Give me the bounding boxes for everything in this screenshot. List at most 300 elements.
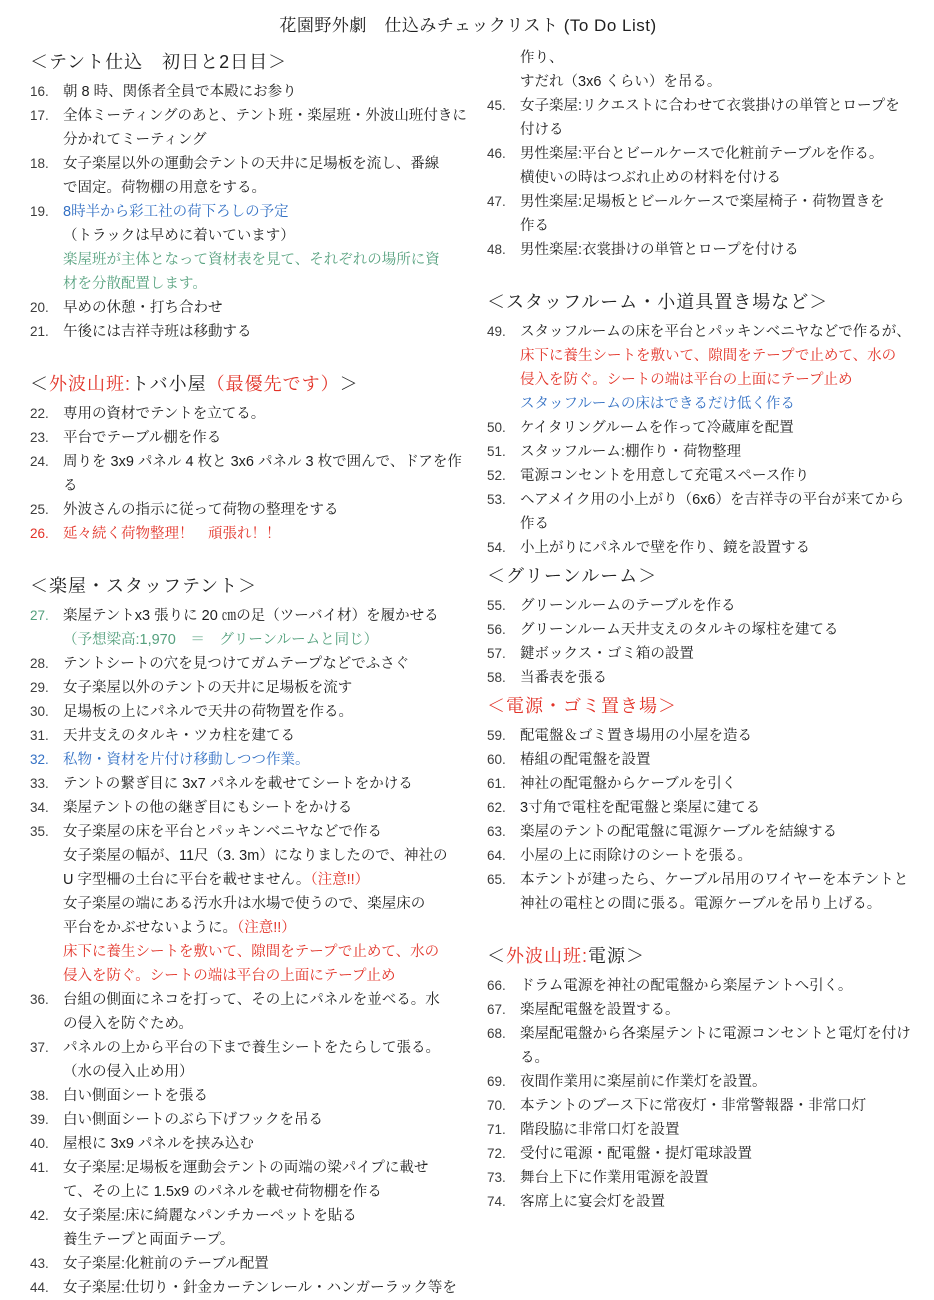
text-segment: 男性楽屋:平台とビールケースで化粧前テーブルを作る。 <box>520 146 884 162</box>
text-segment: 女子楽屋:リクエストに合わせて衣裳掛けの単管とロープを <box>520 98 900 114</box>
text-segment: 女子楽屋:足場板を運動会テントの両端の梁パイプに載せ <box>63 1160 429 1176</box>
item-number: 48. <box>487 242 506 257</box>
text-segment: （水の侵入止め用） <box>63 1064 194 1080</box>
item-text <box>63 498 467 522</box>
text-segment: 女子楽屋の端にある汚水升は水場で使うので、楽屋床の <box>63 896 426 912</box>
section-heading <box>30 371 467 397</box>
text-segment: 女子楽屋以外の運動会テントの天井に足場板を流し、番線 <box>63 156 440 172</box>
item-text-line <box>63 248 467 272</box>
item-text <box>63 748 467 772</box>
item-text-line <box>520 998 924 1022</box>
todo-item <box>30 426 467 450</box>
two-column-layout <box>30 46 926 1300</box>
item-text <box>520 748 924 772</box>
document-title: 花園野外劇 仕込みチェックリスト (To Do List) <box>279 16 657 35</box>
text-segment: 女子楽屋:仕切り・針金カーテンレール・ハンガーラック等を <box>63 1280 457 1296</box>
item-number: 69. <box>487 1074 506 1089</box>
text-segment: 小屋の上に雨除けのシートを張る。 <box>520 848 752 864</box>
item-number: 40. <box>30 1136 49 1151</box>
item-number: 71. <box>487 1122 506 1137</box>
section-heading <box>487 943 924 969</box>
todo-item <box>30 152 467 200</box>
item-text <box>520 1070 924 1094</box>
item-text-line <box>63 1060 467 1084</box>
item-text-line <box>520 214 924 238</box>
text-segment: 3寸角で電柱を配電盤と楽屋に建てる <box>520 800 761 816</box>
item-number: 43. <box>30 1256 49 1271</box>
todo-item <box>30 522 467 546</box>
text-segment: ＜電源・ゴミ置き場＞ <box>487 696 677 716</box>
text-segment: 作り、 <box>520 50 564 66</box>
text-segment: ＞ <box>339 374 359 394</box>
item-number: 66. <box>487 978 506 993</box>
item-number: 63. <box>487 824 506 839</box>
todo-item <box>487 974 924 998</box>
item-text-line <box>520 94 924 118</box>
item-text-line <box>63 1276 467 1300</box>
text-segment: 作る <box>520 218 549 234</box>
item-text-line <box>520 868 924 892</box>
todo-item <box>487 1118 924 1142</box>
item-number: 74. <box>487 1194 506 1209</box>
item-text-line <box>520 416 924 440</box>
item-text-line <box>520 142 924 166</box>
text-segment: 午後には吉祥寺班は移動する <box>63 324 252 340</box>
item-text-line <box>63 80 467 104</box>
item-number: 29. <box>30 680 49 695</box>
item-number: 38. <box>30 1088 49 1103</box>
item-text-line <box>63 152 467 176</box>
item-text <box>63 1204 467 1252</box>
item-text-line <box>63 676 467 700</box>
text-segment: 楽屋のテントの配電盤に電源ケーブルを結線する <box>520 824 837 840</box>
todo-item <box>487 796 924 820</box>
item-number: 64. <box>487 848 506 863</box>
item-text-line <box>63 1132 467 1156</box>
text-segment: 平台をかぶせないように。 <box>63 920 237 936</box>
item-text <box>63 296 467 320</box>
text-segment: ＜グリーンルーム＞ <box>487 566 658 586</box>
todo-item <box>30 724 467 748</box>
todo-item <box>30 1204 467 1252</box>
text-segment: 侵入を防ぐ。シートの端は平台の上面にテープ止め <box>520 372 853 388</box>
text-segment: 当番表を張る <box>520 670 607 686</box>
todo-item <box>30 748 467 772</box>
item-text <box>520 666 924 690</box>
item-number: 23. <box>30 430 49 445</box>
todo-item <box>30 604 467 652</box>
item-text-line <box>63 1252 467 1276</box>
item-text <box>520 94 924 142</box>
text-segment: 電源 <box>588 946 627 966</box>
text-segment: 小上がりにパネルで壁を作り、鏡を設置する <box>520 540 810 556</box>
item-text <box>520 820 924 844</box>
item-number: 53. <box>487 492 506 507</box>
todo-item <box>30 1108 467 1132</box>
text-segment: ＞ <box>626 946 646 966</box>
todo-item <box>30 1084 467 1108</box>
todo-item <box>30 700 467 724</box>
item-text-line <box>520 844 924 868</box>
item-text-line <box>63 1156 467 1180</box>
item-number: 30. <box>30 704 49 719</box>
todo-item <box>487 1142 924 1166</box>
item-text <box>520 594 924 618</box>
item-text <box>520 320 924 416</box>
todo-item <box>30 1036 467 1084</box>
text-segment: 楽屋班が主体となって資材表を見て、それぞれの場所に資 <box>63 252 440 268</box>
item-text <box>520 440 924 464</box>
item-text-line <box>63 522 467 546</box>
todo-item <box>487 536 924 560</box>
item-text-line <box>520 772 924 796</box>
item-number: 60. <box>487 752 506 767</box>
item-text <box>63 1036 467 1084</box>
item-text <box>520 416 924 440</box>
item-text-line <box>63 450 467 474</box>
text-segment: （トラックは早めに着いています） <box>63 228 295 244</box>
item-text <box>520 1022 924 1070</box>
item-number: 26. <box>30 526 49 541</box>
text-segment: 天井支えのタルキ・ツカ柱を建てる <box>63 728 295 744</box>
item-text <box>63 104 467 152</box>
text-segment: 本テントが建ったら、ケーブル吊用のワイヤーを本テントと <box>520 872 909 888</box>
item-text-line <box>63 426 467 450</box>
item-number: 62. <box>487 800 506 815</box>
item-text-line <box>63 820 467 844</box>
text-segment: 外波さんの指示に従って荷物の整理をする <box>63 502 339 518</box>
todo-item <box>30 80 467 104</box>
item-text-line <box>520 1118 924 1142</box>
item-text <box>63 604 467 652</box>
text-segment: 男性楽屋:足場板とビールケースで楽屋椅子・荷物置きを <box>520 194 885 210</box>
text-segment: 配電盤＆ゴミ置き場用の小屋を造る <box>520 728 752 744</box>
text-segment: 台組の側面にネコを打って、その上にパネルを並べる。水 <box>63 992 440 1008</box>
todo-item <box>30 988 467 1036</box>
item-text-line <box>520 1166 924 1190</box>
item-number: 34. <box>30 800 49 815</box>
item-text <box>63 152 467 200</box>
item-number: 24. <box>30 454 49 469</box>
right-column <box>487 46 924 1300</box>
text-segment: 侵入を防ぐ。シートの端は平台の上面にテープ止め <box>63 968 396 984</box>
item-number: 56. <box>487 622 506 637</box>
todo-item <box>487 238 924 262</box>
todo-item <box>30 320 467 344</box>
item-number: 16. <box>30 84 49 99</box>
item-text-line <box>63 844 467 868</box>
todo-item <box>487 820 924 844</box>
item-text-line <box>63 748 467 772</box>
text-segment: の侵入を防ぐため。 <box>63 1016 193 1032</box>
todo-item <box>30 296 467 320</box>
item-number: 49. <box>487 324 506 339</box>
item-number: 50. <box>487 420 506 435</box>
todo-item <box>30 772 467 796</box>
todo-item <box>30 1252 467 1276</box>
todo-item <box>487 1022 924 1070</box>
text-segment: U 字型柵の土台に平台を載せません。 <box>63 872 311 888</box>
text-segment: 材を分散配置します。 <box>63 276 207 292</box>
item-text <box>520 464 924 488</box>
item-number: 47. <box>487 194 506 209</box>
item-text-line <box>520 796 924 820</box>
item-text-line <box>520 320 924 344</box>
item-number: 57. <box>487 646 506 661</box>
item-number: 61. <box>487 776 506 791</box>
text-segment: ケイタリングルームを作って冷蔵庫を配置 <box>520 420 794 436</box>
item-text-line <box>63 652 467 676</box>
item-text-line <box>63 724 467 748</box>
item-text <box>63 1084 467 1108</box>
todo-item <box>30 498 467 522</box>
item-text <box>520 724 924 748</box>
item-text <box>63 988 467 1036</box>
item-text <box>63 1276 467 1300</box>
item-text-line <box>520 238 924 262</box>
item-text-line <box>63 224 467 248</box>
todo-item <box>487 1070 924 1094</box>
item-text-line <box>63 296 467 320</box>
item-text-line <box>63 1204 467 1228</box>
text-segment: 楽屋テントの他の継ぎ目にもシートをかける <box>63 800 353 816</box>
section-heading <box>30 573 467 599</box>
text-segment: 男性楽屋:衣裳掛けの単管とロープを付ける <box>520 242 799 258</box>
text-segment: 夜間作業用に楽屋前に作業灯を設置。 <box>520 1074 767 1090</box>
todo-item <box>30 402 467 426</box>
item-text <box>63 1156 467 1204</box>
item-number: 42. <box>30 1208 49 1223</box>
todo-item <box>487 594 924 618</box>
item-text-line <box>63 988 467 1012</box>
text-segment: 全体ミーティングのあと、テント班・楽屋班・外波山班付きに <box>63 108 467 124</box>
item-text <box>520 642 924 666</box>
item-text <box>63 426 467 450</box>
item-number: 18. <box>30 156 49 171</box>
item-number: 33. <box>30 776 49 791</box>
item-text-line <box>520 190 924 214</box>
item-text <box>520 1142 924 1166</box>
item-text <box>63 402 467 426</box>
todo-item <box>30 200 467 296</box>
item-text <box>520 488 924 536</box>
text-segment: る。 <box>520 1050 549 1066</box>
item-text-line <box>520 820 924 844</box>
item-number: 36. <box>30 992 49 1007</box>
text-segment: 女子楽屋:床に綺麗なパンチカーペットを貼る <box>63 1208 357 1224</box>
todo-item <box>487 464 924 488</box>
item-text <box>63 796 467 820</box>
todo-item <box>487 142 924 190</box>
item-text-line <box>63 916 467 940</box>
text-segment: 受付に電源・配電盤・提灯電球設置 <box>520 1146 752 1162</box>
section-heading <box>487 693 924 719</box>
text-segment: 電源コンセントを用意して充電スペース作り <box>520 468 810 484</box>
section-heading <box>487 289 924 315</box>
todo-item <box>30 676 467 700</box>
item-text <box>63 1132 467 1156</box>
item-number: 59. <box>487 728 506 743</box>
item-text <box>520 796 924 820</box>
text-segment: 神社の電柱との間に張る。電源ケーブルを吊り上げる。 <box>520 896 882 912</box>
item-text-line <box>63 604 467 628</box>
text-segment: ＜ <box>487 946 506 966</box>
item-text-line <box>520 512 924 536</box>
item-text-line <box>520 464 924 488</box>
item-number: 45. <box>487 98 506 113</box>
item-text <box>520 46 924 94</box>
text-segment: 横使いの時はつぶれ止めの材料を付ける <box>520 170 781 186</box>
item-number: 35. <box>30 824 49 839</box>
todo-item <box>487 748 924 772</box>
item-number: 21. <box>30 324 49 339</box>
item-number: 22. <box>30 406 49 421</box>
item-text-line <box>63 796 467 820</box>
item-text <box>63 522 467 546</box>
item-text-line <box>520 392 924 416</box>
text-segment: パネルの上から平台の下まで養生シートをたらして張る。 <box>63 1040 440 1056</box>
text-segment: 女子楽屋の幅が、11尺（3. 3m）になりましたので、神社の <box>63 848 448 864</box>
item-number: 44. <box>30 1280 49 1295</box>
item-text <box>520 868 924 916</box>
item-number <box>487 46 520 94</box>
text-segment: 床下に養生シートを敷いて、隙間をテープで止めて、水の <box>63 944 440 960</box>
item-text <box>520 142 924 190</box>
todo-item-continuation <box>487 46 924 94</box>
text-segment: 床下に養生シートを敷いて、隙間をテープで止めて、水の <box>520 348 897 364</box>
text-segment: 外波山班: <box>506 946 589 966</box>
item-text <box>63 724 467 748</box>
item-text-line <box>63 940 467 964</box>
item-number: 73. <box>487 1170 506 1185</box>
item-text <box>520 618 924 642</box>
todo-item <box>30 796 467 820</box>
text-segment: 女子楽屋の床を平台とパッキンベニヤなどで作る <box>63 824 382 840</box>
item-text-line <box>63 272 467 296</box>
text-segment: る <box>63 478 78 494</box>
item-text-line <box>63 498 467 522</box>
item-number: 54. <box>487 540 506 555</box>
item-number: 72. <box>487 1146 506 1161</box>
item-text-line <box>63 128 467 152</box>
item-text-line <box>63 772 467 796</box>
item-text <box>520 998 924 1022</box>
item-text-line <box>520 166 924 190</box>
todo-item <box>487 1166 924 1190</box>
item-text-line <box>520 1142 924 1166</box>
todo-item <box>30 820 467 988</box>
item-number: 37. <box>30 1040 49 1055</box>
text-segment: トバ小屋 <box>131 374 207 394</box>
item-text <box>520 190 924 238</box>
text-segment: ＜テント仕込 初日と2日目＞ <box>30 52 288 72</box>
item-text-line <box>520 440 924 464</box>
text-segment: 白い側面シートのぶら下げフックを吊る <box>63 1112 323 1128</box>
text-segment: 女子楽屋:化粧前のテーブル配置 <box>63 1256 269 1272</box>
text-segment: スタッフルームの床を平台とパッキンベニヤなどで作るが、 <box>520 324 911 340</box>
item-text-line <box>520 892 924 916</box>
item-text-line <box>63 402 467 426</box>
text-segment: すだれ（3x6 くらい）を吊る。 <box>520 74 722 90</box>
text-segment: て、その上に 1.5x9 のパネルを載せ荷物棚を作る <box>63 1184 382 1200</box>
todo-item <box>487 998 924 1022</box>
todo-item <box>487 190 924 238</box>
item-text-line <box>63 1036 467 1060</box>
todo-item <box>487 642 924 666</box>
text-segment: ＜スタッフルーム・小道具置き場など＞ <box>487 292 829 312</box>
text-segment: ＜ <box>30 374 49 394</box>
text-segment: 8時半から彩工社の荷下ろしの予定 <box>63 204 289 220</box>
item-text-line <box>63 320 467 344</box>
item-number: 41. <box>30 1160 49 1175</box>
text-segment: （予想梁高:1,970 ＝ グリーンルームと同じ） <box>63 632 379 648</box>
item-number: 65. <box>487 872 506 887</box>
item-text-line <box>520 666 924 690</box>
item-text-line <box>520 46 924 70</box>
todo-item <box>487 724 924 748</box>
item-text <box>520 1166 924 1190</box>
item-text-line <box>520 70 924 94</box>
item-text-line <box>520 618 924 642</box>
item-text-line <box>63 200 467 224</box>
text-segment: 私物・資材を片付け移動しつつ作業。 <box>63 752 310 768</box>
text-segment: 白い側面シートを張る <box>63 1088 208 1104</box>
item-text-line <box>63 474 467 498</box>
todo-item <box>487 440 924 464</box>
item-number: 51. <box>487 444 506 459</box>
text-segment: 客席上に宴会灯を設置 <box>520 1194 665 1210</box>
item-number: 68. <box>487 1026 506 1041</box>
item-text-line <box>520 1190 924 1214</box>
text-segment: 専用の資材でテントを立てる。 <box>63 406 266 422</box>
todo-item <box>30 1132 467 1156</box>
item-text-line <box>63 1228 467 1252</box>
item-number: 17. <box>30 108 49 123</box>
todo-item <box>487 94 924 142</box>
item-text <box>63 200 467 296</box>
item-text <box>520 238 924 262</box>
item-text-line <box>520 974 924 998</box>
item-text <box>520 974 924 998</box>
text-segment: グリーンルームのテーブルを作る <box>520 598 736 614</box>
text-segment: （最優先です） <box>206 374 340 394</box>
text-segment: （注意!!） <box>237 920 296 936</box>
item-text-line <box>520 1094 924 1118</box>
item-text-line <box>63 1180 467 1204</box>
item-text-line <box>520 724 924 748</box>
item-text <box>63 676 467 700</box>
text-segment: スタッフルーム:棚作り・荷物整理 <box>520 444 741 460</box>
text-segment: 分かれてミーティング <box>63 132 207 148</box>
item-text-line <box>63 1108 467 1132</box>
item-text-line <box>63 964 467 988</box>
item-number: 31. <box>30 728 49 743</box>
item-text <box>520 844 924 868</box>
item-text-line <box>520 1022 924 1046</box>
text-segment: 楽屋テントx3 張りに 20 ㎝の足（ツーバイ材）を履かせる <box>63 608 439 624</box>
section-heading <box>487 563 924 589</box>
todo-item <box>487 844 924 868</box>
todo-item <box>487 1190 924 1214</box>
item-text-line <box>520 642 924 666</box>
item-text <box>63 700 467 724</box>
item-text-line <box>520 368 924 392</box>
item-text <box>520 772 924 796</box>
item-text-line <box>63 628 467 652</box>
todo-item <box>487 666 924 690</box>
text-segment: 屋根に 3x9 パネルを挟み込む <box>63 1136 254 1152</box>
text-segment: 平台でテーブル棚を作る <box>63 430 222 446</box>
